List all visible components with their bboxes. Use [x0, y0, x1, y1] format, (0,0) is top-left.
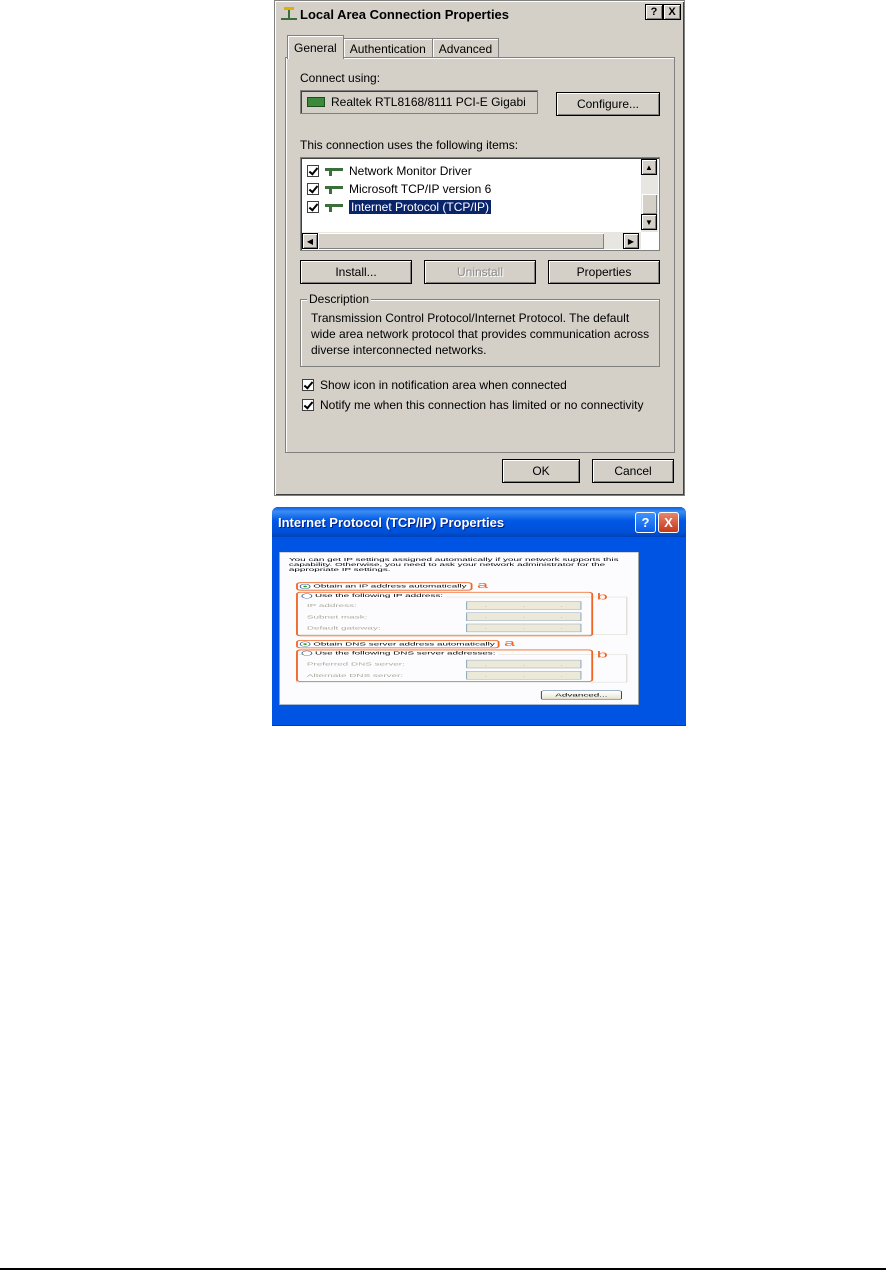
annotation-b-ip: b — [596, 591, 608, 602]
tab-general[interactable]: General — [287, 35, 344, 59]
preferred-dns-label: Preferred DNS server: — [306, 661, 405, 667]
adapter-name: Realtek RTL8168/8111 PCI-E Gigabi — [331, 95, 526, 109]
dialog2-right-edge — [683, 537, 686, 725]
install-button[interactable] — [300, 260, 412, 284]
use-dns-label: Use the following DNS server addresses: — [315, 650, 496, 656]
show-icon-label: Show icon in notification area when connected — [320, 378, 567, 392]
list-item[interactable] — [307, 162, 472, 179]
advanced-label: Advanced... — [555, 692, 608, 698]
dialog2-close-button[interactable]: X — [658, 512, 679, 533]
configure-label: Configure... — [576, 97, 640, 111]
obtain-ip-label: Obtain an IP address automatically — [313, 583, 467, 589]
list-item[interactable] — [307, 180, 491, 197]
ok-label: OK — [532, 464, 550, 478]
annotation-a-dns: a — [504, 637, 516, 648]
dialog2-left-edge — [272, 537, 275, 725]
dialog2-help-button[interactable]: ? — [635, 512, 656, 533]
dialog2-titlebar-bg[interactable] — [272, 507, 686, 537]
network-protocol-icon — [323, 166, 345, 176]
description-legend: Description — [309, 292, 370, 306]
item-checkbox[interactable] — [307, 183, 319, 195]
dialog1-titlebar[interactable] — [278, 4, 681, 24]
dialog1-tabs — [287, 34, 498, 58]
advanced-button[interactable] — [541, 691, 622, 700]
ok-button[interactable] — [502, 459, 580, 483]
show-icon-option[interactable] — [302, 378, 567, 392]
uninstall-label: Uninstall — [456, 265, 504, 279]
list-item-selected[interactable] — [307, 198, 491, 215]
adapter-field — [300, 90, 538, 114]
network-protocol-icon — [323, 202, 345, 212]
general-panel — [285, 57, 675, 453]
scrollbar-thumb[interactable] — [642, 194, 657, 214]
items-label: This connection uses the following items: — [300, 138, 519, 152]
connect-using-label: Connect using: — [300, 71, 381, 85]
description-group — [300, 292, 660, 367]
properties-label: Properties — [576, 265, 632, 279]
annotation-b-dns: b — [596, 649, 608, 660]
ip-address-label: IP address: — [306, 603, 357, 609]
default-gateway-field[interactable]: . . . — [466, 624, 581, 632]
properties-button[interactable] — [548, 260, 660, 284]
cancel-label: Cancel — [614, 464, 652, 478]
components-list — [300, 157, 660, 251]
highlight-static-ip — [296, 592, 593, 636]
ip-address-field[interactable]: . . . — [466, 601, 581, 609]
scroll-up-icon[interactable]: ▲ — [641, 159, 657, 175]
h-scrollbar-thumb[interactable] — [318, 233, 604, 249]
use-ip-label: Use the following IP address: — [315, 593, 444, 599]
uninstall-button[interactable] — [424, 260, 536, 284]
local-area-connection-properties-dialog — [274, 0, 685, 496]
obtain-dns-label: Obtain DNS server address automatically — [313, 641, 495, 647]
list-item-label: Network Monitor Driver — [349, 163, 472, 178]
item-checkbox[interactable] — [307, 201, 319, 213]
subnet-mask-field[interactable]: . . . — [466, 613, 581, 621]
notify-option[interactable] — [302, 398, 644, 412]
help-button[interactable]: ? — [645, 4, 663, 20]
page-footer-rule — [0, 1268, 886, 1270]
alternate-dns-label: Alternate DNS server: — [306, 673, 404, 679]
network-protocol-icon — [323, 184, 345, 194]
tab-advanced[interactable]: Advanced — [432, 38, 499, 58]
preferred-dns-field[interactable]: . . . — [466, 660, 581, 668]
ip-settings-panel — [279, 552, 639, 705]
configure-button[interactable] — [556, 92, 660, 116]
scroll-left-icon[interactable]: ◀ — [302, 233, 318, 249]
list-item-label: Internet Protocol (TCP/IP) — [351, 199, 490, 214]
scroll-down-icon[interactable]: ▼ — [641, 214, 657, 230]
description-text: Transmission Control Protocol/Internet Protocol. The default wide area network protocol that provides communication across diverse interconnected networks. — [311, 311, 650, 357]
show-icon-checkbox[interactable] — [302, 379, 314, 391]
subnet-mask-label: Subnet mask: — [306, 614, 368, 620]
network-connection-icon — [280, 6, 298, 22]
notify-checkbox[interactable] — [302, 399, 314, 411]
dialog1-title: Local Area Connection Properties — [300, 6, 510, 22]
item-checkbox[interactable] — [307, 165, 319, 177]
highlight-obtain-dns — [296, 640, 499, 648]
highlight-obtain-ip — [296, 582, 472, 590]
highlight-static-dns — [296, 650, 593, 682]
alternate-dns-field[interactable]: . . . — [466, 671, 581, 679]
default-gateway-label: Default gateway: — [306, 625, 381, 631]
notify-label: Notify me when this connection has limited or no connectivity — [320, 398, 644, 412]
scroll-right-icon[interactable]: ▶ — [623, 233, 639, 249]
intro-text: You can get IP settings assigned automatically if your network supports this capability. Otherwise, you need to ask your network administrator for the appropriate IP settings. — [288, 557, 619, 573]
dialog2-title-text: Internet Protocol (TCP/IP) Properties — [278, 514, 505, 530]
cancel-button[interactable] — [592, 459, 674, 483]
install-label: Install... — [335, 265, 377, 279]
network-adapter-icon — [307, 97, 325, 107]
tab-authentication[interactable]: Authentication — [343, 38, 433, 58]
list-item-label: Microsoft TCP/IP version 6 — [349, 181, 492, 196]
annotation-a-ip: a — [477, 579, 489, 591]
close-button[interactable]: X — [663, 4, 681, 20]
